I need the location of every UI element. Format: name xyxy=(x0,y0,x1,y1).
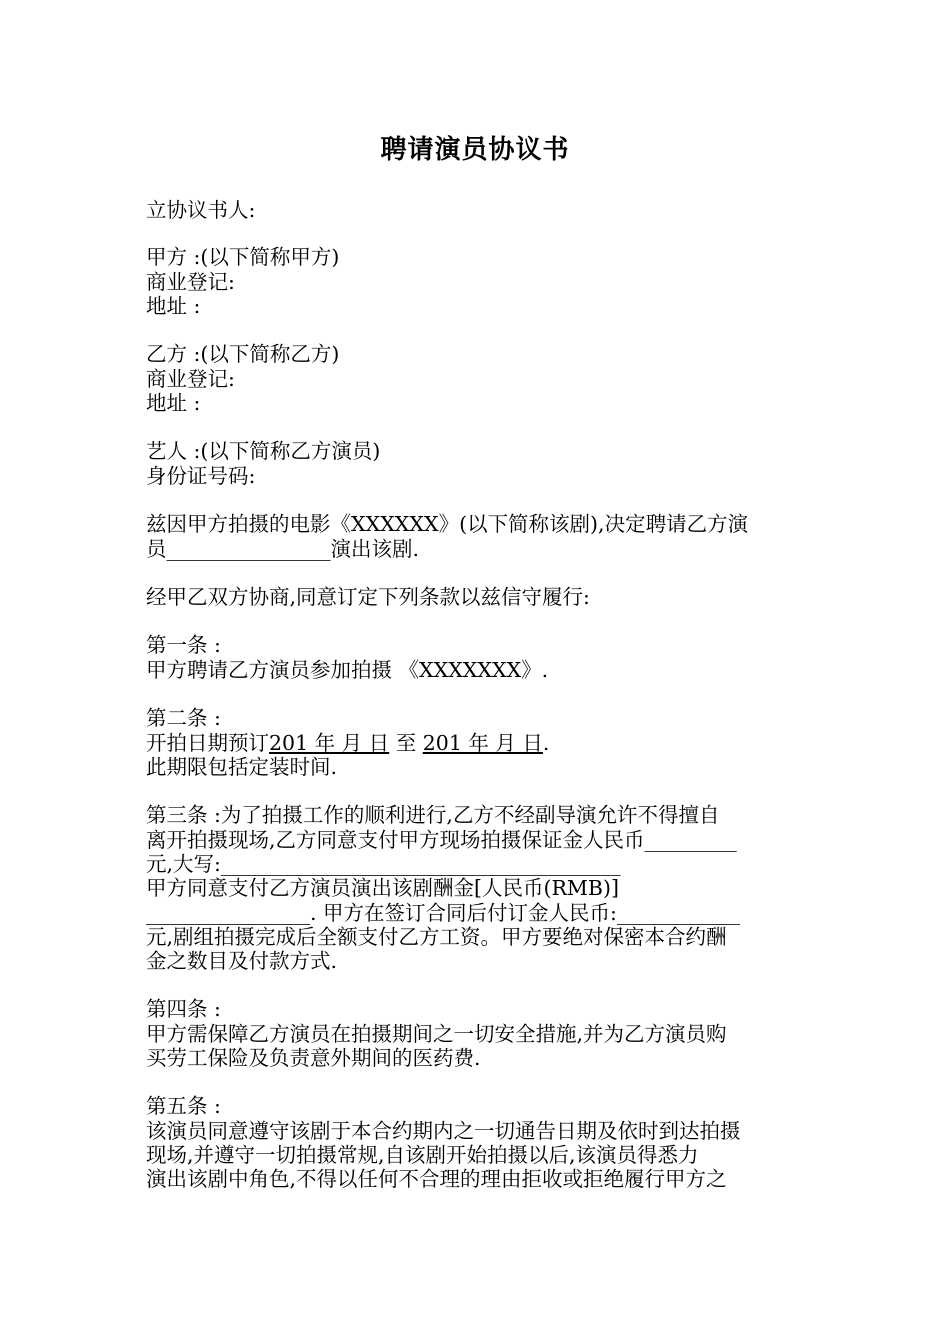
article-2-body-line: 此期限包括定装时间. xyxy=(146,755,338,779)
article-1-body-line: 甲方聘请乙方演员参加拍摄 《XXXXXXX》. xyxy=(146,658,549,682)
article-2-dates-line xyxy=(146,731,826,755)
article-3-body-line: 金之数目及付款方式. xyxy=(146,949,338,973)
article-2-heading: 第二条 : xyxy=(146,706,221,730)
article-3-body-line: 元,剧组拍摄完成后全额支付乙方工资。甲方要绝对保密本合约酬 xyxy=(146,925,727,949)
article-3-body-line: 甲方同意支付乙方演员演出该剧酬金[人民币(RMB)] xyxy=(146,876,619,900)
end-date-blank: 201 年 月 日 xyxy=(422,731,543,755)
start-date-blank: 201 年 月 日 xyxy=(269,731,390,755)
article-4-body-line: 买劳工保险及负责意外期间的医药费. xyxy=(146,1046,481,1070)
party-b-address-line: 地址 : xyxy=(146,391,201,415)
party-a-address-line: 地址 : xyxy=(146,294,201,318)
article-5-body-line: 演出该剧中角色,不得以任何不合理的理由拒收或拒绝履行甲方之 xyxy=(146,1167,727,1191)
artist-id-line: 身份证号码: xyxy=(146,464,256,488)
party-a-registration-line: 商业登记: xyxy=(146,270,235,294)
article-3-body-line: 元,大写:_______________________________________ xyxy=(146,852,621,876)
agreement-line: 经甲乙双方协商,同意订定下列条款以兹信守履行: xyxy=(146,585,590,609)
article-5-heading: 第五条 : xyxy=(146,1094,221,1118)
article-5-body-line: 现场,并遵守一切拍摄常规,自该剧开始拍摄以后,该演员得悉力 xyxy=(146,1143,699,1167)
article-4-heading: 第四条 : xyxy=(146,997,221,1021)
party-b-name-line: 乙方 :(以下简称乙方) xyxy=(146,342,340,366)
artist-name-line: 艺人 :(以下简称乙方演员) xyxy=(146,439,381,463)
article-4-body-line: 甲方需保障乙方演员在拍摄期间之一切安全措施,并为乙方演员购 xyxy=(146,1022,727,1046)
preamble-line: 员________________演出该剧. xyxy=(146,537,420,561)
article-3-body-line: 离开拍摄现场,乙方同意支付甲方现场拍摄保证金人民币_________ xyxy=(146,828,737,852)
date-separator: 至 xyxy=(389,731,423,755)
party-a-name-line: 甲方 :(以下简称甲方) xyxy=(146,245,340,269)
date-suffix: . xyxy=(542,731,550,755)
party-b-registration-line: 商业登记: xyxy=(146,367,235,391)
article-3-body-line: ________________. 甲方在签订合同后付订金人民币:____________ xyxy=(146,901,740,925)
preamble-line: 兹因甲方拍摄的电影《XXXXXX》(以下简称该剧),决定聘请乙方演 xyxy=(146,512,749,536)
date-prefix: 开拍日期预订 xyxy=(146,731,269,755)
document-title: 聘请演员协议书 xyxy=(380,135,570,165)
article-3-body-line: 第三条 :为了拍摄工作的顺利进行,乙方不经副导演允许不得擅自 xyxy=(146,803,720,827)
party-intro-line: 立协议书人: xyxy=(146,198,256,222)
article-5-body-line: 该演员同意遵守该剧于本合约期内之一切通告日期及依时到达拍摄 xyxy=(146,1119,741,1143)
article-1-heading: 第一条 : xyxy=(146,633,221,657)
